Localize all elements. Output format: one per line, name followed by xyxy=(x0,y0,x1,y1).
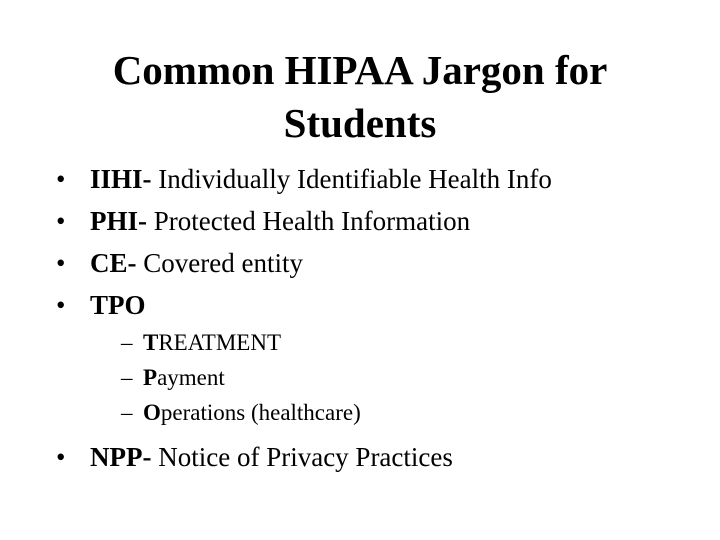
bullet-content xyxy=(90,202,470,240)
bullet-content xyxy=(90,160,552,198)
bullet-text: Notice of Privacy Practices xyxy=(151,442,453,472)
bullet-abbreviation: IIHI- xyxy=(90,164,152,194)
bullet-icon: • xyxy=(56,164,66,194)
bullet-content xyxy=(90,286,146,324)
dash-icon: – xyxy=(121,400,133,425)
bullet-content xyxy=(90,438,453,476)
bullet-abbreviation: CE- xyxy=(90,248,137,278)
title-line-2: Students xyxy=(283,100,437,146)
bullet-icon: • xyxy=(56,206,66,236)
bullet-abbreviation: TPO xyxy=(90,290,146,320)
sub-bullet-content xyxy=(143,361,225,394)
sub-bullet-content xyxy=(143,396,361,429)
title-line-1: Common HIPAA Jargon for xyxy=(112,47,608,93)
bullet-icon: • xyxy=(56,248,66,278)
slide-title xyxy=(60,44,660,150)
sub-bullet-initial: P xyxy=(143,365,158,390)
bullet-text: Individually Identifiable Health Info xyxy=(151,164,552,194)
sub-bullet-rest: REATMENT xyxy=(158,330,282,355)
dash-icon: – xyxy=(121,330,133,355)
sub-bullet-content xyxy=(143,326,281,359)
bullet-content xyxy=(90,244,303,282)
sub-bullet-initial: O xyxy=(143,400,161,425)
sub-bullet-rest: perations (healthcare) xyxy=(160,400,361,425)
bullet-icon: • xyxy=(56,442,66,472)
sub-bullet-initial: T xyxy=(143,330,159,355)
dash-icon: – xyxy=(121,365,133,390)
sub-bullet-rest: ayment xyxy=(157,365,225,390)
bullet-text: Covered entity xyxy=(136,248,303,278)
bullet-abbreviation: NPP- xyxy=(90,442,152,472)
bullet-text: Protected Health Information xyxy=(147,206,471,236)
bullet-icon: • xyxy=(56,290,66,320)
bullet-abbreviation: PHI- xyxy=(90,206,147,236)
